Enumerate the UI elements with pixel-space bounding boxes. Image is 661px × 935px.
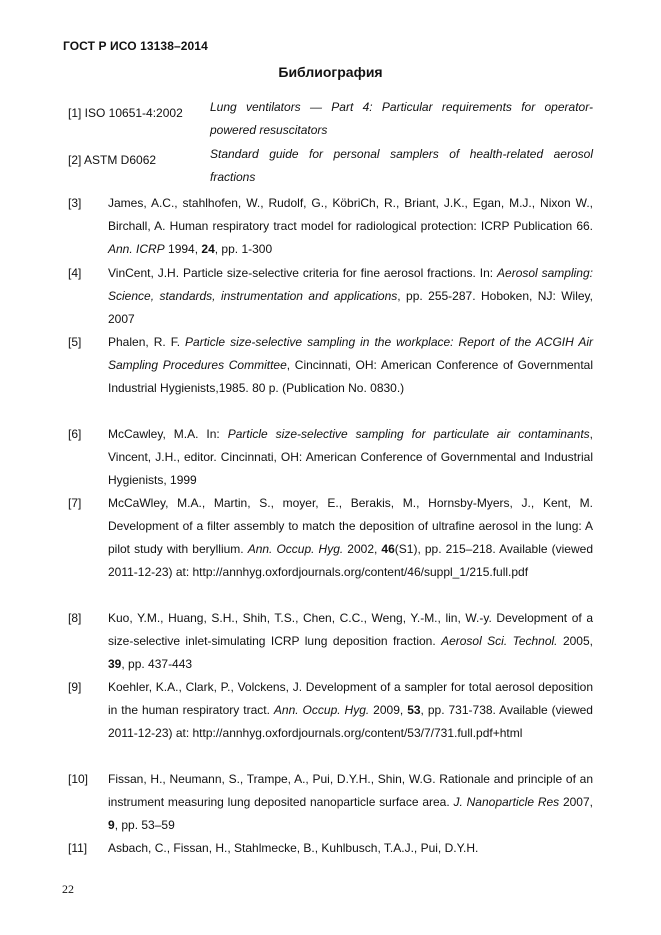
ref-description — [210, 96, 593, 142]
ref-bold-text: 53 — [407, 703, 421, 717]
ref-italic-text: Particle size-selective sampling for particulate air contaminants — [227, 427, 590, 441]
ref-text — [108, 423, 593, 492]
ref-bold-text: 9 — [108, 818, 115, 832]
ref-number: [8] — [68, 611, 82, 625]
ref-bold-text: 24 — [201, 242, 215, 256]
ref-text-part: , pp. 255-287. Hoboken, NJ: Wiley, 2007 — [108, 289, 593, 326]
ref-number: [5] — [68, 335, 82, 349]
ref-text-part: 2007, — [559, 795, 593, 809]
page-title — [0, 64, 661, 80]
bibliography-title: Библиография — [278, 64, 383, 80]
ref-italic-text: Ann. ICRP — [108, 242, 165, 256]
ref-number: [9] — [68, 680, 82, 694]
document-header: ГОСТ Р ИСО 13138–2014 — [63, 39, 208, 53]
ref-text-part: Phalen, R. F. — [108, 335, 186, 349]
ref-italic-text: Particle size-selective sampling in the workplace: Report of the ACGIH Air Sampling Procedures Committee — [108, 335, 593, 372]
ref-number: [7] — [68, 496, 82, 510]
ref-text-part: , pp. 731-738. Available (viewed 2011-12-23) at: http://annhyg.oxfordjournals.org/content/53/7/731.full.pdf+html — [108, 703, 593, 740]
bibliography-entry — [68, 607, 593, 676]
ref-text-part: (S1), pp. 215–218. Available (viewed 2011-12-23) at: http://annhyg.oxfordjournals.org/content/46/suppl_1/215.full.pdf — [108, 542, 593, 579]
bibliography-entry — [68, 837, 593, 860]
bibliography-entry — [68, 423, 593, 492]
ref-italic-text: Ann. Occup. Hyg. — [247, 542, 344, 556]
ref-italic-text: J. Nanoparticle Res — [453, 795, 560, 809]
ref-text-part: VinCent, J.H. Particle size-selective criteria for fine aerosol fractions. In: — [108, 266, 498, 280]
ref-text — [108, 676, 593, 745]
bibliography-entry — [68, 262, 593, 331]
ref-text-part: 2002, — [343, 542, 382, 556]
ref-italic-text: Aerosol sampling: Science, standards, instrumentation and applications — [108, 266, 593, 303]
ref-description — [210, 143, 593, 189]
ref-text-part: Asbach, C., Fissan, H., Stahlmecke, B., Kuhlbusch, T.A.J., Pui, D.Y.H. — [108, 841, 479, 855]
bibliography-entry — [68, 331, 593, 400]
bibliography-entry — [68, 192, 593, 261]
ref-italic-text: Aerosol Sci. Technol. — [441, 634, 558, 648]
ref-text-part: James, A.C., stahlhofen, W., Rudolf, G., KöbriCh, R., Briant, J.K., Egan, M.J., Nixon W., Birchall, A. Human respiratory tract model for radiological protection: ICRP Publication 66. — [108, 196, 593, 233]
ref-text-part: McCawley, M.A. In: — [108, 427, 228, 441]
ref-desc-line: powered resuscitators — [210, 123, 328, 137]
ref-bold-text: 46 — [381, 542, 395, 556]
ref-text-part: , Vincent, J.H., editor. Cincinnati, OH: American Conference of Governmental and Industrial Hygienists, 1999 — [108, 427, 593, 487]
ref-number: [10] — [68, 772, 89, 786]
ref-label: [1] ISO 10651-4:2002 — [68, 106, 183, 120]
ref-text-part: Kuo, Y.M., Huang, S.H., Shih, T.S., Chen, C.C., Weng, Y.-M., lin, W.-y. Development of a size-selective inlet-simulating ICRP lung deposition fraction. — [108, 611, 593, 648]
ref-number: [11] — [68, 841, 88, 855]
ref-text-part: , pp. 1-300 — [214, 242, 273, 256]
bibliography-entry — [68, 768, 593, 837]
ref-text-part: Koehler, K.A., Clark, P., Volckens, J. Development of a sampler for total aerosol deposition in the human respiratory tract. — [108, 680, 593, 717]
ref-text-part: 1994, — [164, 242, 202, 256]
bibliography-entry — [68, 676, 593, 745]
ref-number: [6] — [68, 427, 82, 441]
ref-text — [108, 192, 593, 261]
ref-text — [108, 768, 593, 837]
ref-number: [4] — [68, 266, 82, 280]
ref-text-part: McCaWley, M.A., Martin, S., moyer, E., Berakis, M., Hornsby-Myers, J., Kent, M. Development of a filter assembly to match the deposition of ultrafine aerosol in the lung: A pilot study with beryllium. — [108, 496, 593, 556]
ref-text — [108, 837, 593, 860]
ref-text-part: , pp. 437-443 — [121, 657, 193, 671]
ref-text-part: , Cincinnati, OH: American Conference of Governmental Industrial Hygienists,1985. 80 p. (Publication No. 0830.) — [108, 358, 594, 395]
ref-text — [108, 262, 593, 331]
ref-bold-text: 39 — [108, 657, 122, 671]
ref-text-part: 2005, — [557, 634, 593, 648]
ref-desc-line: Lung ventilators — Part 4: Particular requirements for operator- — [210, 100, 593, 114]
ref-text-part: 2009, — [369, 703, 408, 717]
ref-text — [108, 492, 593, 584]
ref-text — [108, 331, 593, 400]
ref-text-part: , pp. 53–59 — [114, 818, 175, 832]
bibliography-entry — [68, 492, 593, 584]
ref-label: [2] ASTM D6062 — [68, 153, 157, 167]
page-number: 22 — [62, 882, 74, 896]
ref-text — [108, 607, 593, 676]
ref-desc-line: Standard guide for personal samplers of health-related aerosol — [210, 147, 593, 161]
ref-text-part: Fissan, H., Neumann, S., Trampe, A., Pui, D.Y.H., Shin, W.G. Rationale and principle of an instrument measuring lung deposited nanoparticle surface area. — [108, 772, 593, 809]
ref-italic-text: Ann. Occup. Hyg. — [273, 703, 370, 717]
ref-desc-line: fractions — [210, 170, 256, 184]
ref-number: [3] — [68, 196, 82, 210]
